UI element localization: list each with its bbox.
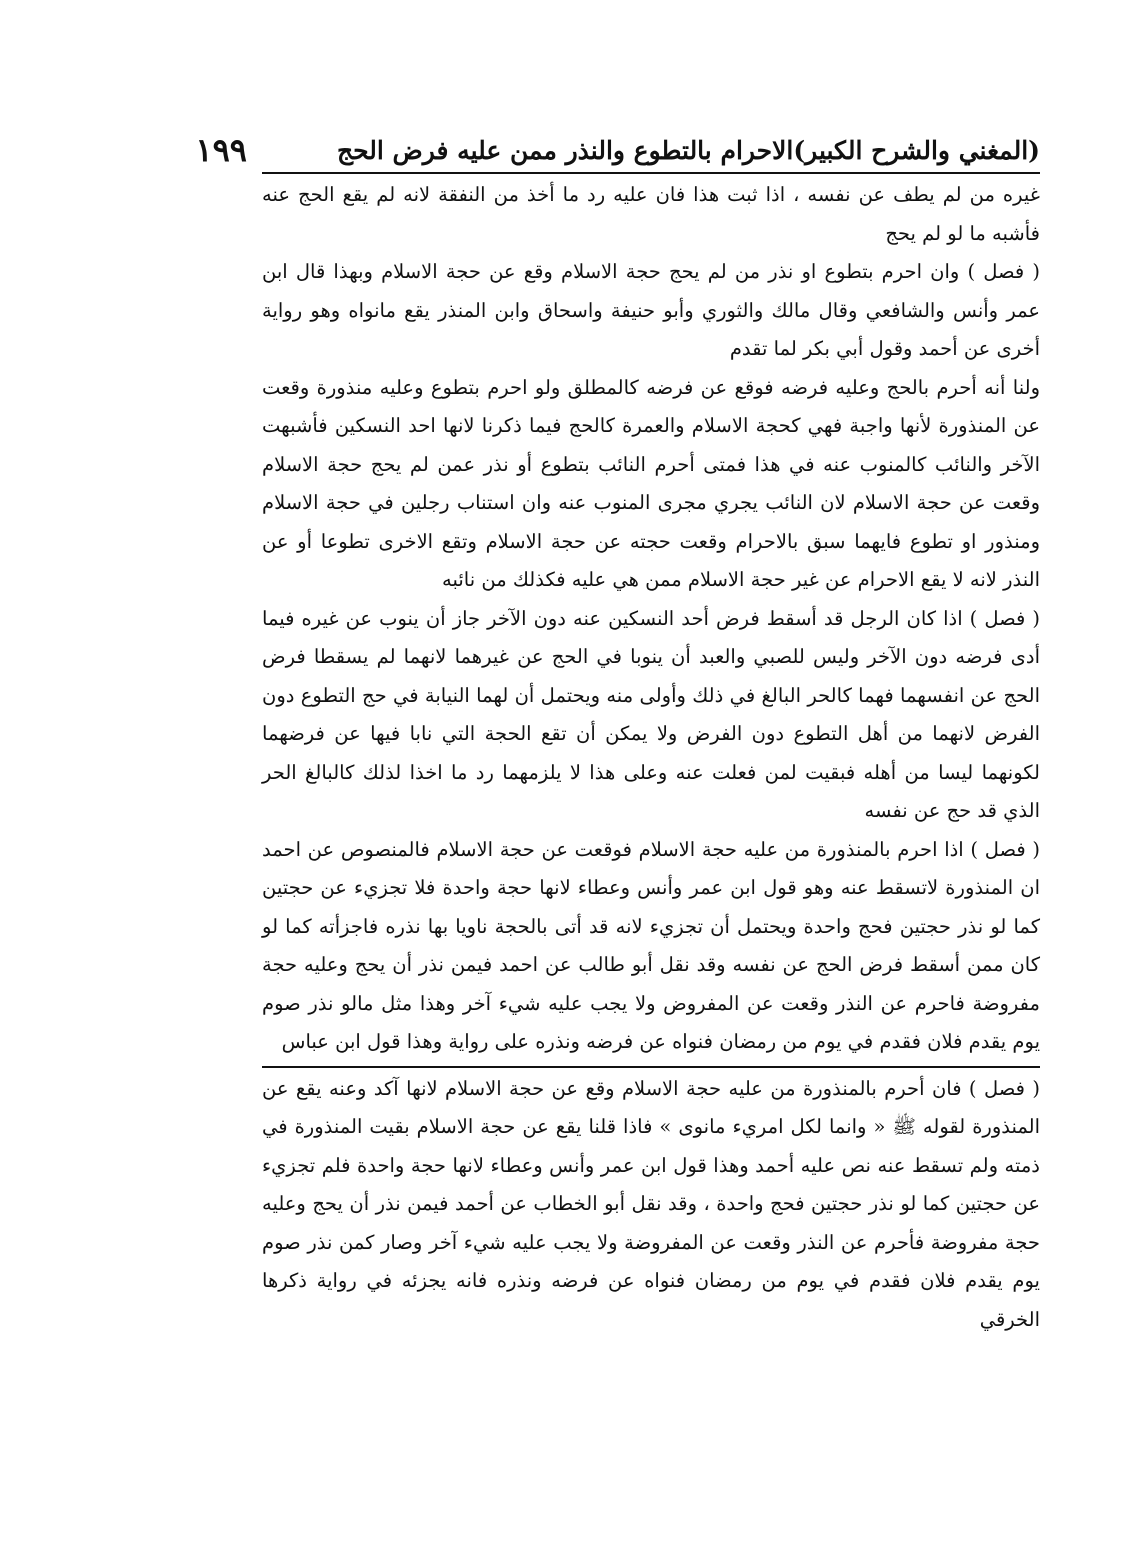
paragraph: ( فصل ) اذا كان الرجل قد أسقط فرض أحد النسكين عنه دون الآخر جاز أن ينوب عن غيره فيما أدى فرضه دون الآخر وليس للصبي والعبد أن ينوبا في الحج عن غيرهما لانهما لم يسقطا فرض الحج عن انفسهما فهما كالحر البالغ في ذلك وأولى منه ويحتمل أن لهما النيابة في حج التطوع دون الفرض لانهما من أهل التطوع دون الفرض ولا يمكن أن تقع الحجة التي نابا فيها عن فرضهما لكونهما ليسا من أهله فبقيت لمن فعلت عنه وعلى هذا لا يلزمهما رد ما اخذا لذلك كالبالغ الحر الذي قد حج عن نفسه xyxy=(262,606,1040,822)
page-number: ١٩٩ xyxy=(195,131,247,169)
main-text xyxy=(262,176,1040,1062)
commentary-text xyxy=(262,1070,1040,1340)
book-title: (المغني والشرح الكبير) xyxy=(793,135,1040,165)
paragraph: ولنا أنه أحرم بالحج وعليه فرضه فوقع عن فرضه كالمطلق ولو احرم بتطوع وعليه منذورة وقعت عن المنذورة لأنها واجبة فهي كحجة الاسلام والعمرة كالحج فيما ذكرنا لانها احد النسكين فأشبهت الآخر والنائب كالمنوب عنه في هذا فمتى أحرم النائب بتطوع أو نذر عمن لم يحج حجة الاسلام وقعت عن حجة الاسلام لان النائب يجري مجرى المنوب عنه وان استناب رجلين في حجة الاسلام ومنذور او تطوع فايهما سبق بالاحرام وقعت حجته عن حجة الاسلام وتقع الاخرى تطوعا أو عن النذر لانه لا يقع الاحرام عن غير حجة الاسلام ممن هي عليه فكذلك من نائبه xyxy=(262,375,1040,591)
page-header xyxy=(195,128,1040,174)
paragraph: ( فصل ) وان احرم بتطوع او نذر من لم يحج حجة الاسلام وقع عن حجة الاسلام وبهذا قال ابن عمر وأنس والشافعي وقال مالك والثوري وأبو حنيفة واسحاق وابن المنذر يقع مانواه وهو رواية أخرى عن أحمد وقول أبي بكر لما تقدم xyxy=(262,260,1040,360)
commentary-paragraph: ( فصل ) فان أحرم بالمنذورة من عليه حجة الاسلام وقع عن حجة الاسلام لانها آكد وعنه يقع عن المنذورة لقوله ﷺ « وانما لكل امريء مانوى » فاذا قلنا يقع عن حجة الاسلام بقيت المنذورة في ذمته ولم تسقط عنه نص عليه أحمد وهذا قول ابن عمر وأنس وعطاء لانها حجة واحدة فلم تجزيء عن حجتين كما لو نذر حجتين فحج واحدة ، وقد نقل أبو الخطاب عن أحمد فيمن نذر أن يحج وعليه حجة مفروضة فأحرم عن النذر وقعت عن المفروضة ولا يجب عليه شيء آخر وصار كمن نذر صوم يوم يقدم فلان فقدم في يوم من رمضان فنواه عن فرضه ونذره فانه يجزئه في رواية ذكرها الخرقي xyxy=(262,1076,1040,1331)
section-divider xyxy=(262,1066,1040,1068)
chapter-title: الاحرام بالتطوع والنذر ممن عليه فرض الحج xyxy=(336,135,794,165)
paragraph: غيره من لم يطف عن نفسه ، اذا ثبت هذا فان عليه رد ما أخذ من النفقة لانه لم يقع الحج عنه فأشبه ما لو لم يحج xyxy=(262,183,1040,245)
paragraph: ( فصل ) اذا احرم بالمنذورة من عليه حجة الاسلام فوقعت عن حجة الاسلام فالمنصوص عن احمد ان المنذورة لاتسقط عنه وهو قول ابن عمر وأنس وعطاء لانها حجة واحدة فلا تجزيء عن حجتين كما لو نذر حجتين فحج واحدة ويحتمل أن تجزيء لانه قد أتى بالحجة ناويا بها نذره فاجزأته كما لو كان ممن أسقط فرض الحج عن نفسه وقد نقل أبو طالب عن احمد فيمن نذر أن يحج وعليه حجة مفروضة فاحرم عن النذر وقعت عن المفروض ولا يجب عليه شيء آخر وهذا مثل مالو نذر صوم يوم يقدم فلان فقدم في يوم من رمضان فنواه عن فرضه ونذره على رواية وهذا قول ابن عباس xyxy=(262,837,1040,1053)
page-content xyxy=(195,128,1040,1478)
